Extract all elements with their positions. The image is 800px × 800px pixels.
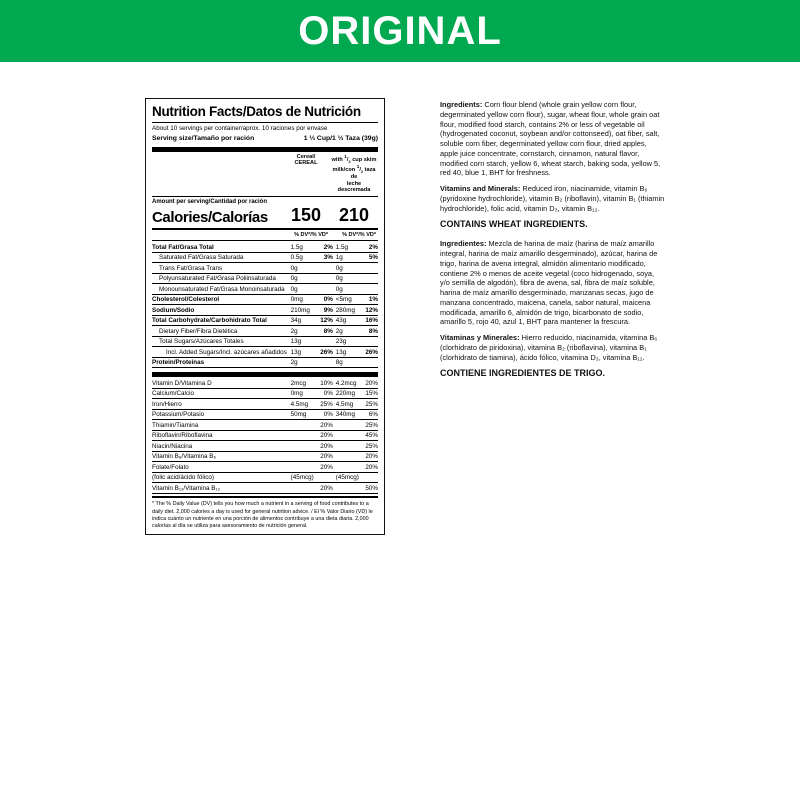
vitamin-label: Folate/Folato	[152, 463, 189, 471]
vitamin-amount-cereal: 20%	[320, 432, 333, 440]
vitamin-amount-cereal: 0mg 0%	[290, 390, 333, 398]
dv-header-cereal: % DV*/% VD*	[294, 231, 328, 238]
nutrient-label: Polyunsaturated Fat/Grasa Poliinsaturada	[159, 275, 276, 283]
nutrient-amount-with-milk: <5mg 1%	[335, 296, 378, 304]
nutrient-amount-with-milk: 2g 8%	[335, 327, 378, 335]
table-row	[152, 400, 378, 410]
vitamins-en-heading: Vitamins and Minerals:	[440, 184, 521, 194]
row-divider	[152, 493, 378, 494]
banner-title: ORIGINAL	[298, 8, 502, 53]
divider-med	[152, 228, 378, 230]
amount-per-serving-label: Amount per serving/Cantidad por ración	[152, 198, 268, 205]
calories-label: Calories/Calorías	[152, 208, 268, 226]
nutrient-amount-with-milk: 0g	[335, 285, 343, 293]
vitamin-label: Calcium/Calcio	[152, 390, 194, 398]
row-divider	[152, 368, 378, 369]
nutrient-amount-with-milk: 1.5g 2%	[335, 243, 378, 251]
vitamin-amount-cereal: 20%	[320, 421, 333, 429]
serving-size-row	[152, 135, 378, 144]
dv-header-with-milk: % DV*/% VD*	[342, 231, 376, 238]
nutrient-label: Cholesterol/Colesterol	[152, 296, 220, 304]
vitamin-amount-cereal: 20%	[320, 453, 333, 461]
table-row	[152, 295, 378, 305]
vitamin-amount-with-milk: 340mg 6%	[335, 411, 378, 419]
nutrient-amount-cereal: 0g	[290, 275, 298, 283]
calories-row	[152, 205, 378, 226]
nutrient-amount-with-milk: 0g	[335, 264, 343, 272]
nutrient-table	[152, 243, 378, 369]
divider-med	[152, 496, 378, 498]
vitamin-amount-with-milk: 4.2mcg 20%	[335, 379, 378, 387]
table-row	[152, 327, 378, 337]
nutrient-label: Total Fat/Grasa Total	[152, 243, 214, 251]
vitamins-es-paragraph	[440, 333, 665, 362]
nutrition-facts-title: Nutrition Facts/Datos de Nutrición	[152, 104, 361, 119]
nutrient-amount-with-milk: 0g	[335, 275, 343, 283]
table-row	[152, 243, 378, 253]
nutrient-label: Total Carbohydrate/Carbohidrato Total	[152, 317, 267, 325]
table-row	[152, 389, 378, 399]
table-row	[152, 431, 378, 441]
vitamin-amount-with-milk: 20%	[365, 453, 378, 461]
nutrient-label: Total Sugars/Azúcares Totales	[159, 338, 244, 346]
nutrient-label: Trans Fat/Grasa Trans	[159, 264, 223, 272]
table-row	[152, 306, 378, 316]
ingredients-es-heading: Ingredientes:	[440, 239, 487, 249]
ingredients-en-text: Corn flour blend (whole grain yellow corn flour, degerminated yellow corn flour), sugar, wheat flour, whole grain oat flour, modified food starch, contains 2% or less of vegetable oil (hydrogenated coconut, soybean and/or cottonseed), oat fiber, salt, soluble corn fiber, degerminated yellow corn flour, dried apples, apple juice concentrate, cornstarch, cinnamon, natural flavor, modified corn starch, yellow 6, wheat starch, baking soda, yellow 5, red 40, blue 1, BHT for freshness.	[440, 100, 661, 178]
table-row	[152, 473, 378, 483]
vitamin-amount-cereal: 20%	[320, 442, 333, 450]
vitamins-es-heading: Vitaminas y Minerales:	[440, 333, 520, 343]
table-row	[152, 285, 378, 295]
divider-thick	[152, 372, 378, 377]
nutrient-amount-with-milk: 8g	[335, 359, 343, 367]
vitamin-label: (folic acid/ácido fólico)	[152, 474, 214, 482]
nutrient-amount-with-milk: 43g 16%	[335, 317, 378, 325]
nutrient-label: Monounsaturated Fat/Grasa Monoinsaturada	[159, 285, 285, 293]
nutrient-label: Incl. Added Sugars/Incl. azúcares añadidos	[166, 348, 287, 356]
nutrient-amount-cereal: 2g	[290, 359, 298, 367]
vitamin-amount-cereal: 50mg 0%	[290, 411, 333, 419]
nutrient-amount-with-milk: 13g 26%	[335, 348, 378, 356]
nutrient-label: Dietary Fiber/Fibra Dietética	[159, 327, 238, 335]
nutrient-amount-with-milk: 1g 5%	[335, 254, 378, 262]
column-header-with-milk: with $^1/_2$ cup skim milk/con $^1/_2$ taza de leche descremada	[331, 153, 377, 194]
vitamin-amount-with-milk: 220mg 15%	[335, 390, 378, 398]
vitamins-es-text: Hierro reducido, niacinamida, vitamina B₆ (clorhidrato de piridoxina), vitamina B₂ (riboflavina), vitamina B₁ (clorhidrato de tiamina), ácido fólico, vitamina D₃, vitamina B₁₂.	[440, 333, 658, 362]
table-row	[152, 358, 378, 368]
table-row	[152, 253, 378, 263]
vitamin-amount-cereal: 2mcg 10%	[290, 379, 333, 387]
vitamin-amount-with-milk: 4.5mg 25%	[335, 400, 378, 408]
vitamin-amount-with-milk: 25%	[365, 442, 378, 450]
vitamin-table	[152, 379, 378, 495]
nutrient-amount-cereal: 13g 26%	[290, 348, 333, 356]
table-row	[152, 348, 378, 358]
contains-wheat-en: CONTAINS WHEAT INGREDIENTS.	[440, 219, 588, 230]
divider	[152, 196, 378, 197]
nutrient-amount-with-milk: 280mg 12%	[335, 306, 378, 314]
header-banner	[0, 0, 800, 62]
vitamin-amount-cereal: 4.5mg 25%	[290, 400, 333, 408]
nutrient-amount-cereal: 1.5g 2%	[290, 243, 333, 251]
vitamin-label: Thiamin/Tiamina	[152, 421, 199, 429]
table-row	[152, 421, 378, 431]
daily-value-footnote: * The % Daily Value (DV) tells you how much a nutrient in a serving of food contributes to a daily diet. 2,000 calories a day is used for general nutrition advice. / El % Valor Diario (VD) le indica cuánto un nutriente en una porción de alimentos contribuye a una dieta diaria. 2,000 calorías al día se utiliza para asesoramiento de nutrición general.	[152, 501, 373, 530]
vitamin-amount-with-milk: 45%	[365, 432, 378, 440]
table-row	[152, 463, 378, 473]
vitamin-label: Iron/Hierro	[152, 400, 182, 408]
vitamins-en-text: Reduced iron, niacinamide, vitamin B₆ (pyridoxine hydrochloride), vitamin B₂ (riboflavin), vitamin B₁ (thiamin hydrochloride), folic acid, vitamin D₃, vitamin B₁₂.	[440, 184, 665, 213]
table-row	[152, 274, 378, 284]
ingredients-es-text: Mezcla de harina de maíz (harina de maíz amarillo integral, harina de maíz amarillo desgerminado), azúcar, harina de trigo, harina de avena integral, almidón alimentario modificado, contiene 2% o menos de aceite vegetal (coco hidrogenado, soya, y/o semilla de algodón), fibra de avena, sal, fibra de maíz soluble, harina de maíz amarillo desgerminado, manzanas secas, jugo de manzana concentrado, maicena, canela, sabor natural, maicena modificada, amarillo 6, almidón de trigo, bicarbonato de sodio, amarillo 5, rojo 40, azul 1, BHT para mantener la frescura.	[440, 239, 658, 327]
table-row	[152, 379, 378, 389]
ingredients-en-heading: Ingredients:	[440, 100, 483, 109]
ingredients-en-paragraph	[440, 100, 665, 178]
vitamins-en-paragraph	[440, 184, 665, 213]
column-header-cereal: Cereal/ CEREAL	[294, 153, 318, 166]
vitamin-amount-with-milk: (45mcg)	[335, 474, 359, 482]
nutrient-amount-cereal: 0g	[290, 264, 298, 272]
nutrient-label: Sodium/Sodio	[152, 306, 195, 314]
vitamin-label: Vitamin D/Vitamina D	[152, 379, 212, 387]
calories-value-cereal: 150	[290, 204, 322, 225]
divider-thick	[152, 147, 378, 152]
nutrient-amount-with-milk: 23g	[335, 338, 347, 346]
table-row	[152, 452, 378, 462]
vitamin-label: Riboflavin/Riboflavina	[152, 432, 213, 440]
table-row	[152, 410, 378, 420]
table-row	[152, 337, 378, 347]
vitamin-label: Potassium/Potasio	[152, 411, 205, 419]
vitamin-label: Vitamin B₆/Vitamina B₆	[152, 453, 216, 461]
nutrient-amount-cereal: 34g 12%	[290, 317, 333, 325]
nutrient-amount-cereal: 210mg 9%	[290, 306, 333, 314]
column-headers	[152, 154, 378, 194]
nutrient-amount-cereal: 0.5g 3%	[290, 254, 333, 262]
vitamin-label: Vitamin B₁₂/Vitamina B₁₂	[152, 484, 221, 492]
table-row	[152, 442, 378, 452]
table-row	[152, 264, 378, 274]
vitamin-amount-cereal: 20%	[320, 463, 333, 471]
daily-value-headers	[152, 232, 378, 238]
vitamin-amount-cereal: 20%	[320, 484, 333, 492]
nutrient-amount-cereal: 13g	[290, 338, 302, 346]
contains-wheat-es: CONTIENE INGREDIENTES DE TRIGO.	[440, 368, 606, 379]
nutrient-amount-cereal: 0mg 0%	[290, 296, 333, 304]
nutrient-amount-cereal: 0g	[290, 285, 298, 293]
servings-per-container: About 10 servings per container/aprox. 10 raciones por envase	[152, 125, 328, 133]
vitamin-amount-with-milk: 20%	[365, 463, 378, 471]
calories-value-with-milk: 210	[338, 204, 370, 225]
serving-size-value: 1 ⅓ Cup/1 ⅓ Taza (39g)	[303, 134, 378, 142]
nutrition-facts-panel	[145, 98, 385, 535]
nutrient-label: Saturated Fat/Grasa Saturada	[159, 254, 244, 262]
vitamin-amount-with-milk: 25%	[365, 421, 378, 429]
nutrient-amount-cereal: 2g 8%	[290, 327, 333, 335]
ingredients-column	[440, 100, 665, 388]
table-row	[152, 484, 378, 494]
vitamin-label: Niacin/Niacina	[152, 442, 193, 450]
table-row	[152, 316, 378, 326]
nutrient-label: Protein/Proteínas	[152, 359, 205, 367]
ingredients-es-paragraph	[440, 239, 665, 327]
divider	[152, 122, 378, 123]
divider	[152, 240, 378, 241]
vitamin-amount-with-milk: 50%	[365, 484, 378, 492]
serving-size-label: Serving size/Tamaño por ración	[152, 134, 255, 142]
vitamin-amount-cereal: (45mcg)	[290, 474, 314, 482]
